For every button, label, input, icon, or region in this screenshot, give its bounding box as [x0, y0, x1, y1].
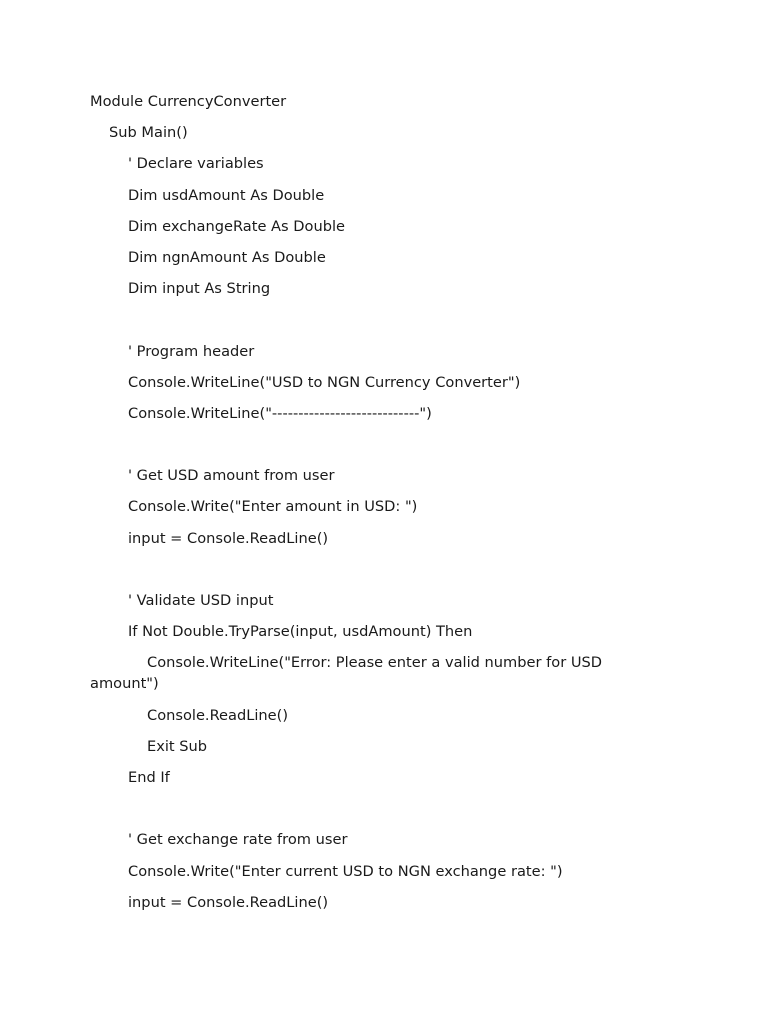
code-line-dim-usd: Dim usdAmount As Double [128, 186, 325, 204]
code-line-end-if: End If [128, 768, 170, 786]
code-line-dim-rate: Dim exchangeRate As Double [128, 217, 345, 235]
code-listing [90, 91, 650, 923]
blank-line [90, 798, 650, 819]
code-line-module: Module CurrencyConverter [90, 93, 287, 110]
code-line-write-usd-prompt: Console.Write("Enter amount in USD: ") [128, 498, 418, 516]
code-line-comment-get-usd: ' Get USD amount from user [128, 467, 335, 485]
blank-line [90, 434, 650, 455]
code-line-writeline-divider: Console.WriteLine("----------------------------") [128, 404, 432, 422]
code-line-sub-main: Sub Main() [109, 124, 188, 142]
code-line-readline-rate: input = Console.ReadLine() [128, 893, 329, 911]
code-line-dim-ngn: Dim ngnAmount As Double [128, 248, 326, 266]
code-line-comment-get-rate: ' Get exchange rate from user [128, 831, 348, 849]
blank-line [90, 559, 650, 580]
code-line-readline-pause: Console.ReadLine() [147, 706, 289, 724]
code-line-readline-usd: input = Console.ReadLine() [128, 529, 329, 547]
code-line-write-rate-prompt: Console.Write("Enter current USD to NGN exchange rate: ") [128, 862, 563, 880]
blank-line [90, 309, 650, 330]
code-line-writeline-title: Console.WriteLine("USD to NGN Currency Converter") [128, 373, 521, 391]
code-line-comment-declare: ' Declare variables [128, 155, 264, 173]
code-line-comment-validate: ' Validate USD input [128, 592, 274, 609]
code-line-comment-header: ' Program header [128, 342, 255, 360]
code-line-if-tryparse: If Not Double.TryParse(input, usdAmount) Then [128, 623, 473, 641]
code-line-exit-sub: Exit Sub [147, 737, 208, 755]
code-line-dim-input: Dim input As String [128, 280, 271, 298]
code-line-error-message: Console.WriteLine("Error: Please enter a valid number for USD amount") [90, 654, 607, 693]
